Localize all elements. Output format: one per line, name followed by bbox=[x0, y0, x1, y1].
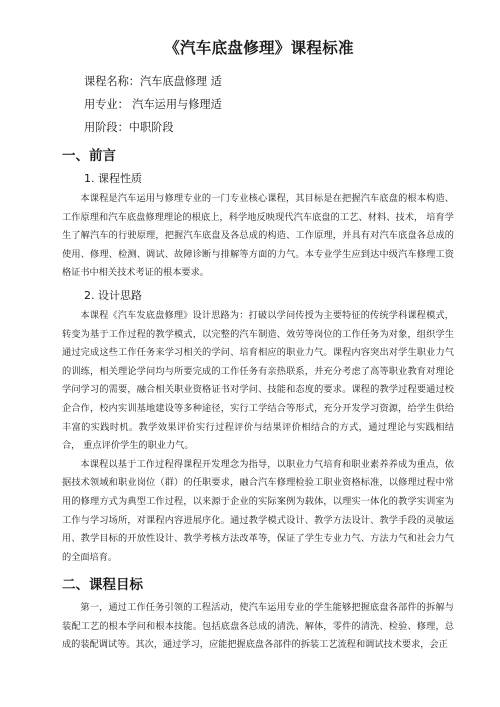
course-name-line: 课程名称：汽车底盘修理 适 bbox=[84, 75, 222, 88]
document-title: 《汽车底盘修理》课程标准 bbox=[164, 39, 354, 57]
paragraph-design-idea-1: 本课程《汽车发底盘修理》设计思路为：打破以学问传授为主要特征的传统学科课程模式，转变为基于工作过程的教学模式，以完整的汽车制造、效劳等岗位的工作任务为对象，组织学生通过完成这些工作任务来学习相关的学问、培育相应的职业力气。课程内容突出对学生职业力气的训练，相关理论学问均与所要完成的工作任务有亲热联系，并充分考虑了高等职业教育对理论学问学习的需要，融合相关职业资格证书对学问、技能和态度的要求。课程的教学过程要通过校企合作，校内实训基地建设等多种途径，实行工学结合等形式，充分开发学习资源，给学生供给丰富的实践时机。教学效果评价实行过程评价与结果评价相结合的方式，通过理论与实践相结合， 重点评价学生的职业力气。 bbox=[62, 309, 454, 452]
section-heading-preface: 一、前言 bbox=[62, 148, 116, 164]
section-heading-goals: 二、课程目标 bbox=[62, 577, 143, 594]
subsection-heading-design-idea: 2. 设计思路 bbox=[84, 288, 142, 302]
applicable-major-line: 用专业： 汽车运用与修理适 bbox=[84, 98, 222, 111]
subsection-heading-course-nature: 1. 课程性质 bbox=[84, 172, 142, 185]
applicable-stage-line: 用阶段：中职阶段 bbox=[84, 121, 174, 134]
paragraph-course-nature: 本课程是汽车运用与修理专业的一门专业核心课程，其目标是在把握汽车底盘的根本构造、工作原理和汽车底盘修理理论的根底上，科学地反映现代汽车底盘的工艺、材料、技术， 培育学生了解汽车的行驶原理，把握汽车底盘及各总成的构造、工作原理，并具有对汽车底盘各总成的使用、修理、检测、调试、故障诊断与排解等方面的力气。本专业学生应到达中级汽车修理工资格证书中相关技术考证的根本要求。 bbox=[62, 193, 454, 279]
course-meta bbox=[84, 72, 456, 138]
paragraph-goals: 第一，通过工作任务引领的工程活动，使汽车运用专业的学生能够把握底盘各部件的拆解与装配工艺的根本学问和根本技能。包括底盘各总成的清洗、解体，零件的清洗、检验、修理，总成的装配调试等。其次，通过学习，应能把握底盘各部件的拆装工艺流程和调试技术要求，会正 bbox=[62, 602, 454, 651]
paragraph-design-idea-2: 本课程以基于工作过程得课程开发理念为指导，以职业力气培育和职业素养养成为重点，依据技术领域和职业岗位（群）的任职要求，融合汽车修理检验工职业资格标准，以修理过程中常用的修理方式为典型工作过程，以来源于企业的实际案例为载体，以理实一体化的教学实训室为工作与学习场所，对课程内容进展序化。通过教学模式设计、教学方法设计、教学手段的灵敏运用、教学目标的开放性设计、教学考核方法改革等，保证了学生专业力气、方法力气和社会力气的全面培育。 bbox=[62, 458, 454, 563]
